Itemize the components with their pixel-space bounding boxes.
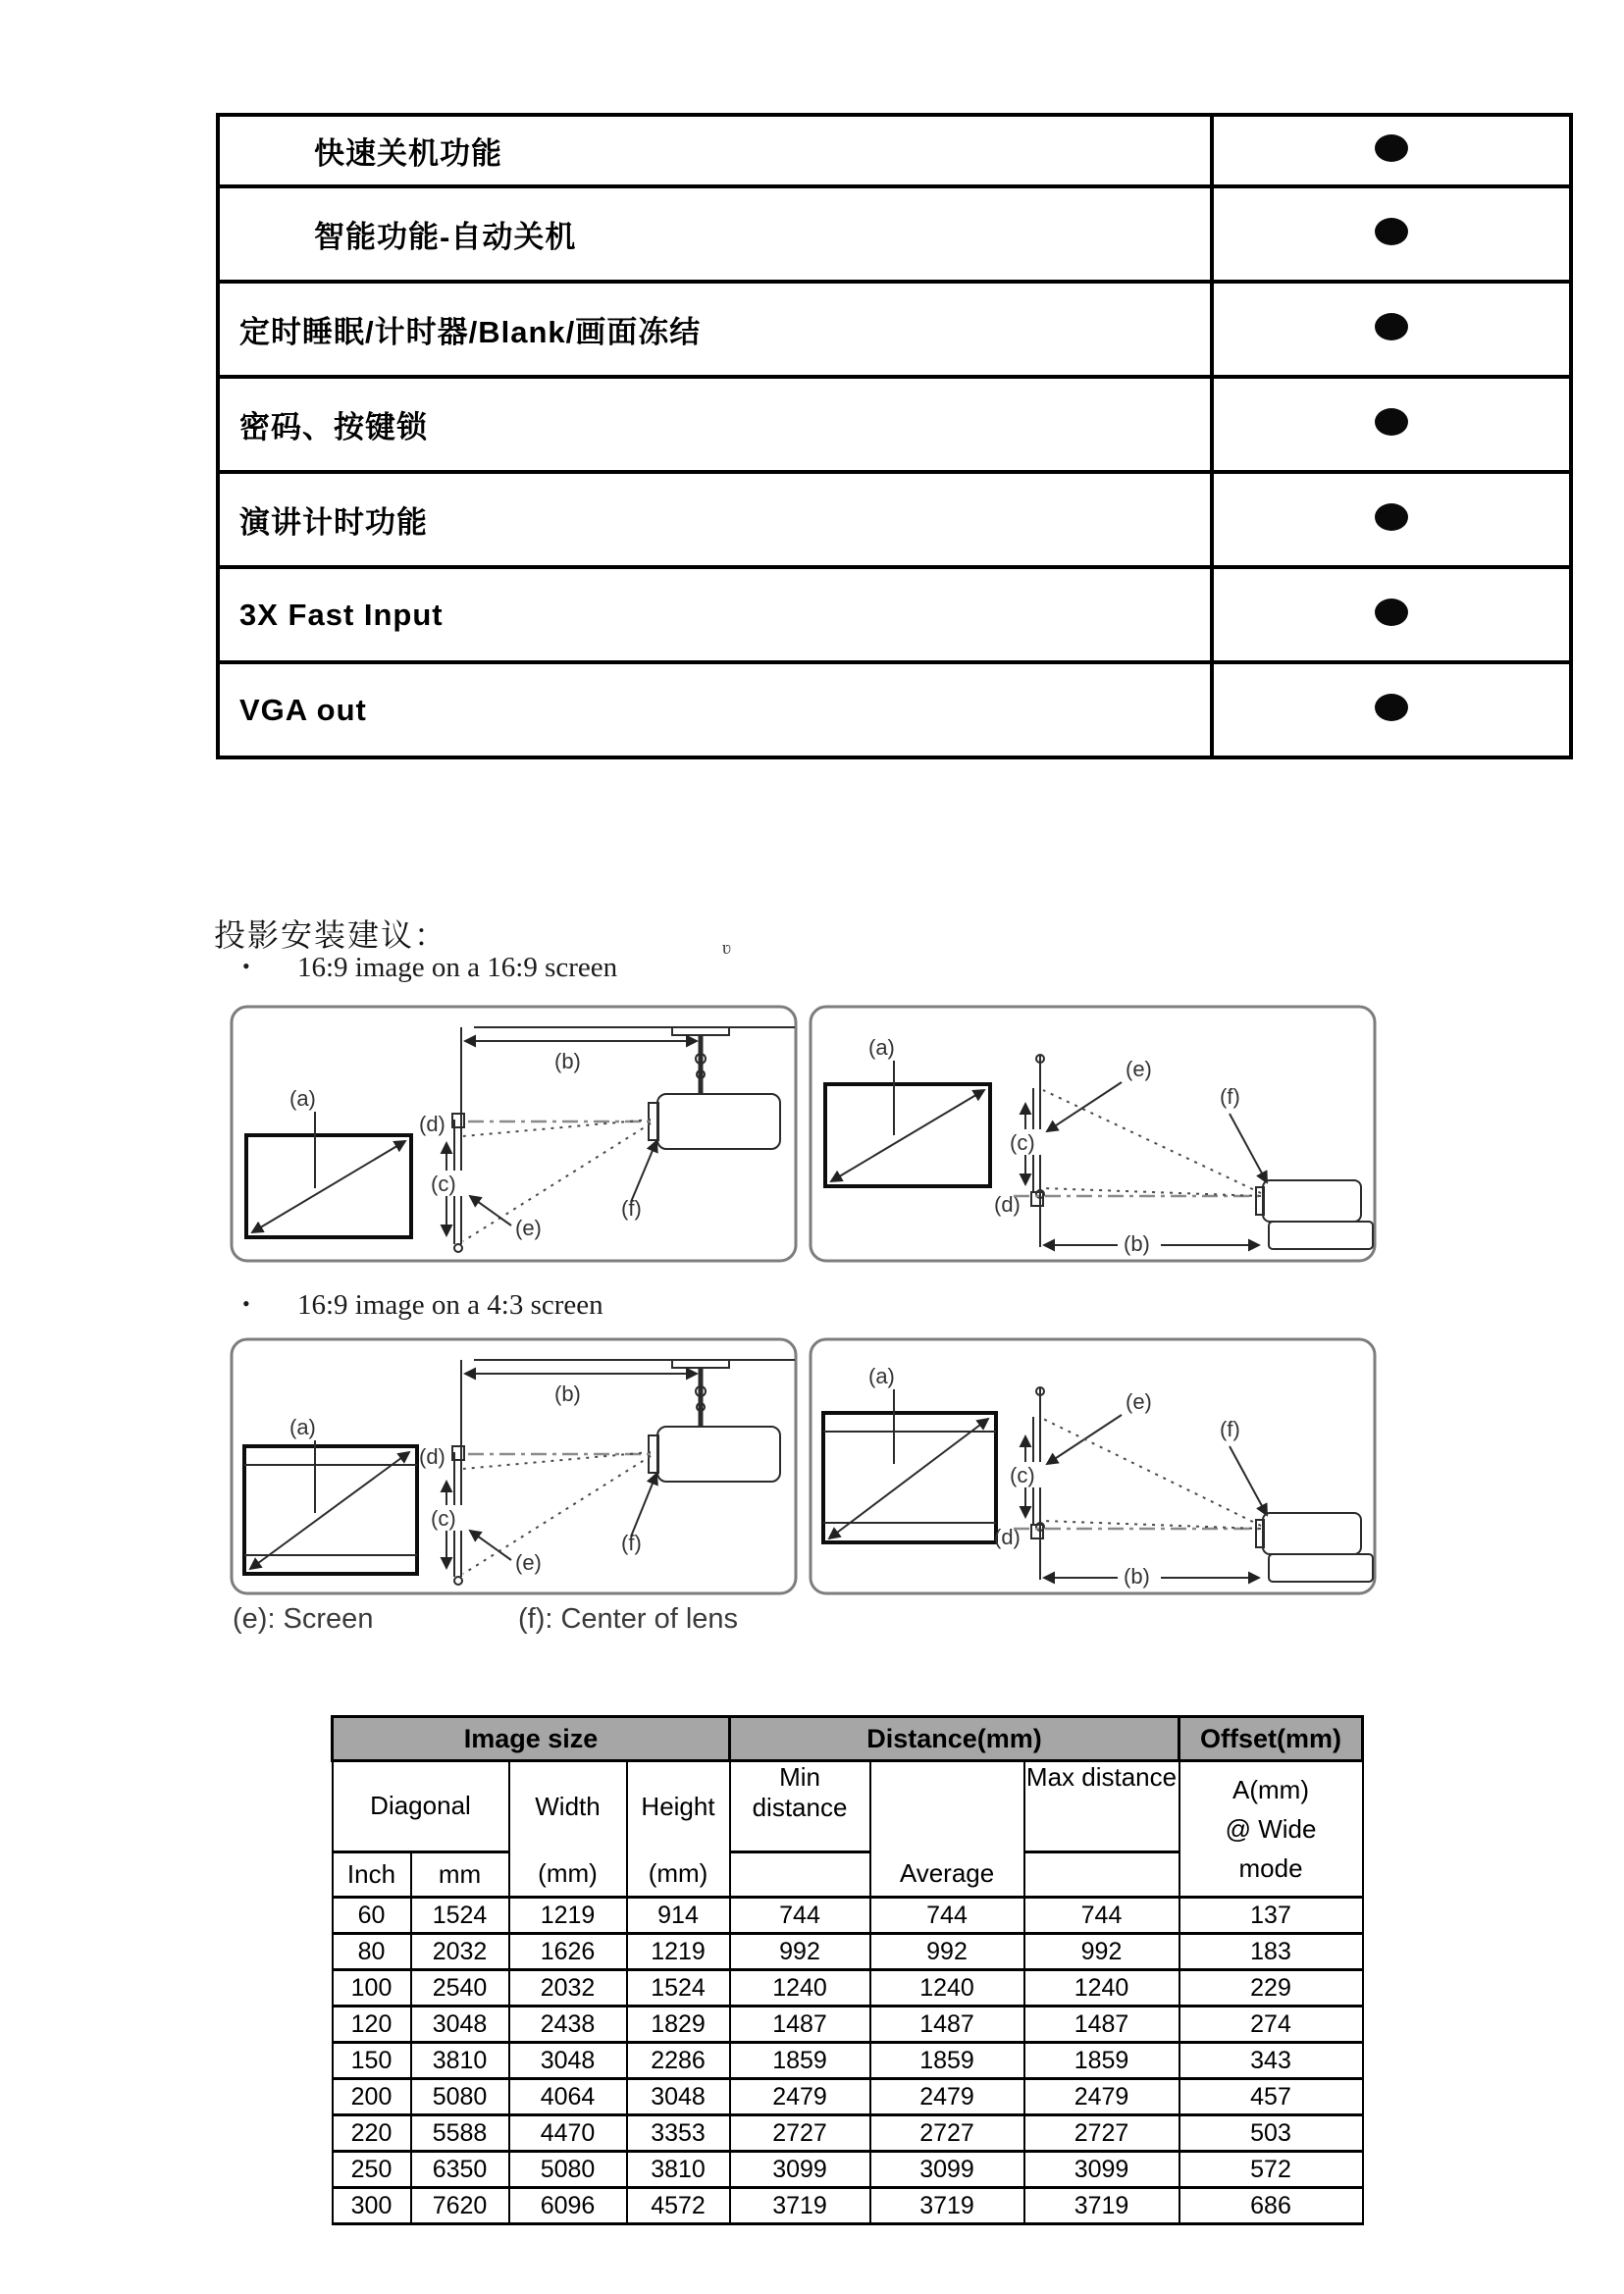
size-cell: 3048 bbox=[627, 2079, 730, 2115]
size-cell: 229 bbox=[1179, 1970, 1363, 2007]
size-cell: 100 bbox=[333, 1970, 411, 2007]
feature-dot-cell bbox=[1212, 377, 1571, 472]
feature-label: 快速关机功能 bbox=[218, 115, 1212, 186]
size-row bbox=[333, 2115, 1363, 2152]
size-cell: 992 bbox=[870, 1934, 1024, 1970]
size-cell: 250 bbox=[333, 2152, 411, 2188]
size-row bbox=[333, 1934, 1363, 1970]
size-row bbox=[333, 2043, 1363, 2079]
size-cell: 3048 bbox=[411, 2007, 509, 2043]
label-c: (c) bbox=[1010, 1130, 1035, 1155]
size-cell: 1240 bbox=[870, 1970, 1024, 2007]
group-offset: Offset(mm) bbox=[1179, 1717, 1363, 1761]
size-cell: 3099 bbox=[730, 2152, 870, 2188]
label-e: (e) bbox=[515, 1216, 542, 1240]
feature-row bbox=[218, 662, 1571, 757]
group-header-row bbox=[333, 1717, 1363, 1761]
legend-center-of-lens: (f): Center of lens bbox=[518, 1603, 739, 1635]
size-cell: 6350 bbox=[411, 2152, 509, 2188]
size-cell: 3719 bbox=[730, 2188, 870, 2224]
label-e: (e) bbox=[1126, 1057, 1152, 1081]
diagram-16x9-on-4x3-table bbox=[808, 1336, 1378, 1596]
feature-presence-dot bbox=[1375, 313, 1408, 340]
label-f: (f) bbox=[1220, 1417, 1240, 1441]
diagram-16x9-on-16x9-ceiling bbox=[229, 1004, 799, 1264]
size-cell: 914 bbox=[627, 1898, 730, 1934]
size-row bbox=[333, 1970, 1363, 2007]
label-f: (f) bbox=[621, 1196, 642, 1221]
size-cell: 7620 bbox=[411, 2188, 509, 2224]
size-cell: 3719 bbox=[870, 2188, 1024, 2224]
label-d: (d) bbox=[419, 1444, 445, 1469]
size-row bbox=[333, 2079, 1363, 2115]
size-cell: 992 bbox=[1024, 1934, 1179, 1970]
size-cell: 1829 bbox=[627, 2007, 730, 2043]
size-cell: 1219 bbox=[509, 1898, 627, 1934]
size-cell: 183 bbox=[1179, 1934, 1363, 1970]
col-height bbox=[627, 1761, 730, 1898]
diagram-16x9-on-16x9-table bbox=[808, 1004, 1378, 1264]
size-cell: 744 bbox=[730, 1898, 870, 1934]
legend-screen: (e): Screen bbox=[233, 1603, 374, 1635]
size-cell: 2727 bbox=[870, 2115, 1024, 2152]
size-cell: 686 bbox=[1179, 2188, 1363, 2224]
label-a: (a) bbox=[868, 1364, 895, 1388]
label-c: (c) bbox=[1010, 1463, 1035, 1487]
size-cell: 744 bbox=[1024, 1898, 1179, 1934]
size-cell: 2727 bbox=[730, 2115, 870, 2152]
size-cell: 1524 bbox=[411, 1898, 509, 1934]
size-cell: 150 bbox=[333, 2043, 411, 2079]
col-max-distance: Max distance bbox=[1024, 1761, 1179, 1852]
stray-mark: ʋ bbox=[722, 938, 731, 959]
label-e: (e) bbox=[1126, 1389, 1152, 1414]
size-cell: 1859 bbox=[1024, 2043, 1179, 2079]
size-cell: 60 bbox=[333, 1898, 411, 1934]
size-cell: 1240 bbox=[1024, 1970, 1179, 2007]
size-cell: 2032 bbox=[509, 1970, 627, 2007]
label-a: (a) bbox=[868, 1035, 895, 1060]
col-diagonal: Diagonal bbox=[333, 1761, 509, 1852]
size-cell: 1219 bbox=[627, 1934, 730, 1970]
size-cell: 3099 bbox=[1024, 2152, 1179, 2188]
subheader-row-1 bbox=[333, 1761, 1363, 1852]
feature-label: 3X Fast Input bbox=[218, 567, 1212, 662]
size-cell: 300 bbox=[333, 2188, 411, 2224]
label-b: (b) bbox=[1124, 1231, 1150, 1256]
label-c: (c) bbox=[431, 1506, 456, 1531]
panel-border bbox=[811, 1007, 1375, 1261]
feature-presence-dot bbox=[1375, 218, 1408, 245]
offset-line-2: @ Wide bbox=[1225, 1814, 1317, 1844]
feature-dot-cell bbox=[1212, 115, 1571, 186]
col-height-unit: (mm) bbox=[648, 1857, 708, 1888]
size-cell: 2479 bbox=[730, 2079, 870, 2115]
feature-table bbox=[216, 113, 1573, 759]
size-cell: 3353 bbox=[627, 2115, 730, 2152]
size-cell: 2032 bbox=[411, 1934, 509, 1970]
size-cell: 2727 bbox=[1024, 2115, 1179, 2152]
label-b: (b) bbox=[554, 1049, 581, 1073]
size-cell: 1487 bbox=[870, 2007, 1024, 2043]
label-d: (d) bbox=[994, 1192, 1021, 1217]
label-a: (a) bbox=[289, 1415, 316, 1439]
label-c: (c) bbox=[431, 1172, 456, 1196]
size-cell: 220 bbox=[333, 2115, 411, 2152]
size-cell: 503 bbox=[1179, 2115, 1363, 2152]
label-b: (b) bbox=[554, 1382, 581, 1406]
size-cell: 3719 bbox=[1024, 2188, 1179, 2224]
feature-presence-dot bbox=[1375, 599, 1408, 626]
size-cell: 343 bbox=[1179, 2043, 1363, 2079]
feature-row bbox=[218, 567, 1571, 662]
size-cell: 80 bbox=[333, 1934, 411, 1970]
feature-presence-dot bbox=[1375, 503, 1408, 531]
col-average-spacer bbox=[870, 1761, 1024, 1852]
col-inch: Inch bbox=[333, 1851, 411, 1897]
size-cell: 2438 bbox=[509, 2007, 627, 2043]
feature-dot-cell bbox=[1212, 282, 1571, 377]
bullet-line-4x3-screen bbox=[242, 1289, 603, 1322]
group-distance: Distance(mm) bbox=[730, 1717, 1179, 1761]
offset-line-3: mode bbox=[1238, 1853, 1303, 1883]
diagram-16x9-on-4x3-ceiling bbox=[229, 1336, 799, 1596]
size-cell: 200 bbox=[333, 2079, 411, 2115]
size-cell: 5080 bbox=[509, 2152, 627, 2188]
col-max-spacer bbox=[1024, 1851, 1179, 1897]
label-e: (e) bbox=[515, 1550, 542, 1575]
size-cell: 1859 bbox=[730, 2043, 870, 2079]
label-d: (d) bbox=[994, 1525, 1021, 1549]
col-average: Average bbox=[870, 1851, 1024, 1897]
feature-dot-cell bbox=[1212, 662, 1571, 757]
size-cell: 120 bbox=[333, 2007, 411, 2043]
feature-row bbox=[218, 282, 1571, 377]
size-cell: 5588 bbox=[411, 2115, 509, 2152]
feature-label: 密码、按键锁 bbox=[218, 377, 1212, 472]
size-cell: 5080 bbox=[411, 2079, 509, 2115]
size-cell: 1487 bbox=[730, 2007, 870, 2043]
section-heading: 投影安装建议： bbox=[214, 917, 448, 953]
size-row bbox=[333, 2007, 1363, 2043]
col-offset-a bbox=[1179, 1761, 1363, 1898]
bullet-text: 16:9 image on a 4:3 screen bbox=[297, 1289, 603, 1321]
feature-label: 演讲计时功能 bbox=[218, 472, 1212, 567]
col-min-spacer bbox=[730, 1851, 870, 1897]
label-f: (f) bbox=[621, 1531, 642, 1555]
label-d: (d) bbox=[419, 1112, 445, 1136]
size-cell: 4064 bbox=[509, 2079, 627, 2115]
col-mm: mm bbox=[411, 1851, 509, 1897]
col-width bbox=[509, 1761, 627, 1898]
size-cell: 3810 bbox=[411, 2043, 509, 2079]
size-cell: 992 bbox=[730, 1934, 870, 1970]
col-height-label: Height bbox=[641, 1791, 715, 1821]
size-cell: 1524 bbox=[627, 1970, 730, 2007]
size-cell: 2540 bbox=[411, 1970, 509, 2007]
size-cell: 3099 bbox=[870, 2152, 1024, 2188]
size-cell: 457 bbox=[1179, 2079, 1363, 2115]
size-cell: 1240 bbox=[730, 1970, 870, 2007]
feature-row bbox=[218, 472, 1571, 567]
size-cell: 137 bbox=[1179, 1898, 1363, 1934]
size-cell: 6096 bbox=[509, 2188, 627, 2224]
offset-line-1: A(mm) bbox=[1232, 1775, 1309, 1804]
size-row bbox=[333, 1898, 1363, 1934]
bullet-text: 16:9 image on a 16:9 screen bbox=[297, 952, 618, 983]
feature-row bbox=[218, 115, 1571, 186]
size-cell: 2479 bbox=[870, 2079, 1024, 2115]
size-cell: 4572 bbox=[627, 2188, 730, 2224]
size-cell: 744 bbox=[870, 1898, 1024, 1934]
bullet-icon: • bbox=[242, 954, 250, 978]
size-cell: 274 bbox=[1179, 2007, 1363, 2043]
group-image-size: Image size bbox=[333, 1717, 730, 1761]
size-cell: 3048 bbox=[509, 2043, 627, 2079]
feature-label: VGA out bbox=[218, 662, 1212, 757]
panel-border bbox=[811, 1339, 1375, 1593]
feature-presence-dot bbox=[1375, 408, 1408, 436]
feature-label: 定时睡眠/计时器/Blank/画面冻结 bbox=[218, 282, 1212, 377]
size-cell: 572 bbox=[1179, 2152, 1363, 2188]
size-cell: 2286 bbox=[627, 2043, 730, 2079]
size-row bbox=[333, 2152, 1363, 2188]
size-cell: 1487 bbox=[1024, 2007, 1179, 2043]
col-min-distance: Min distance bbox=[730, 1761, 870, 1852]
bullet-line-16x9-screen bbox=[242, 952, 618, 984]
size-cell: 4470 bbox=[509, 2115, 627, 2152]
feature-dot-cell bbox=[1212, 186, 1571, 282]
feature-dot-cell bbox=[1212, 567, 1571, 662]
label-a: (a) bbox=[289, 1086, 316, 1111]
label-b: (b) bbox=[1124, 1564, 1150, 1589]
col-width-label: Width bbox=[535, 1791, 601, 1821]
feature-row bbox=[218, 377, 1571, 472]
size-distance-table bbox=[331, 1715, 1364, 2225]
feature-presence-dot bbox=[1375, 694, 1408, 721]
feature-label: 智能功能-自动关机 bbox=[218, 186, 1212, 282]
size-cell: 3810 bbox=[627, 2152, 730, 2188]
feature-row bbox=[218, 186, 1571, 282]
size-cell: 1626 bbox=[509, 1934, 627, 1970]
col-width-unit: (mm) bbox=[538, 1857, 598, 1888]
feature-presence-dot bbox=[1375, 134, 1408, 162]
size-row bbox=[333, 2188, 1363, 2224]
size-cell: 1859 bbox=[870, 2043, 1024, 2079]
label-f: (f) bbox=[1220, 1084, 1240, 1109]
bullet-icon: • bbox=[242, 1291, 250, 1316]
feature-dot-cell bbox=[1212, 472, 1571, 567]
size-cell: 2479 bbox=[1024, 2079, 1179, 2115]
